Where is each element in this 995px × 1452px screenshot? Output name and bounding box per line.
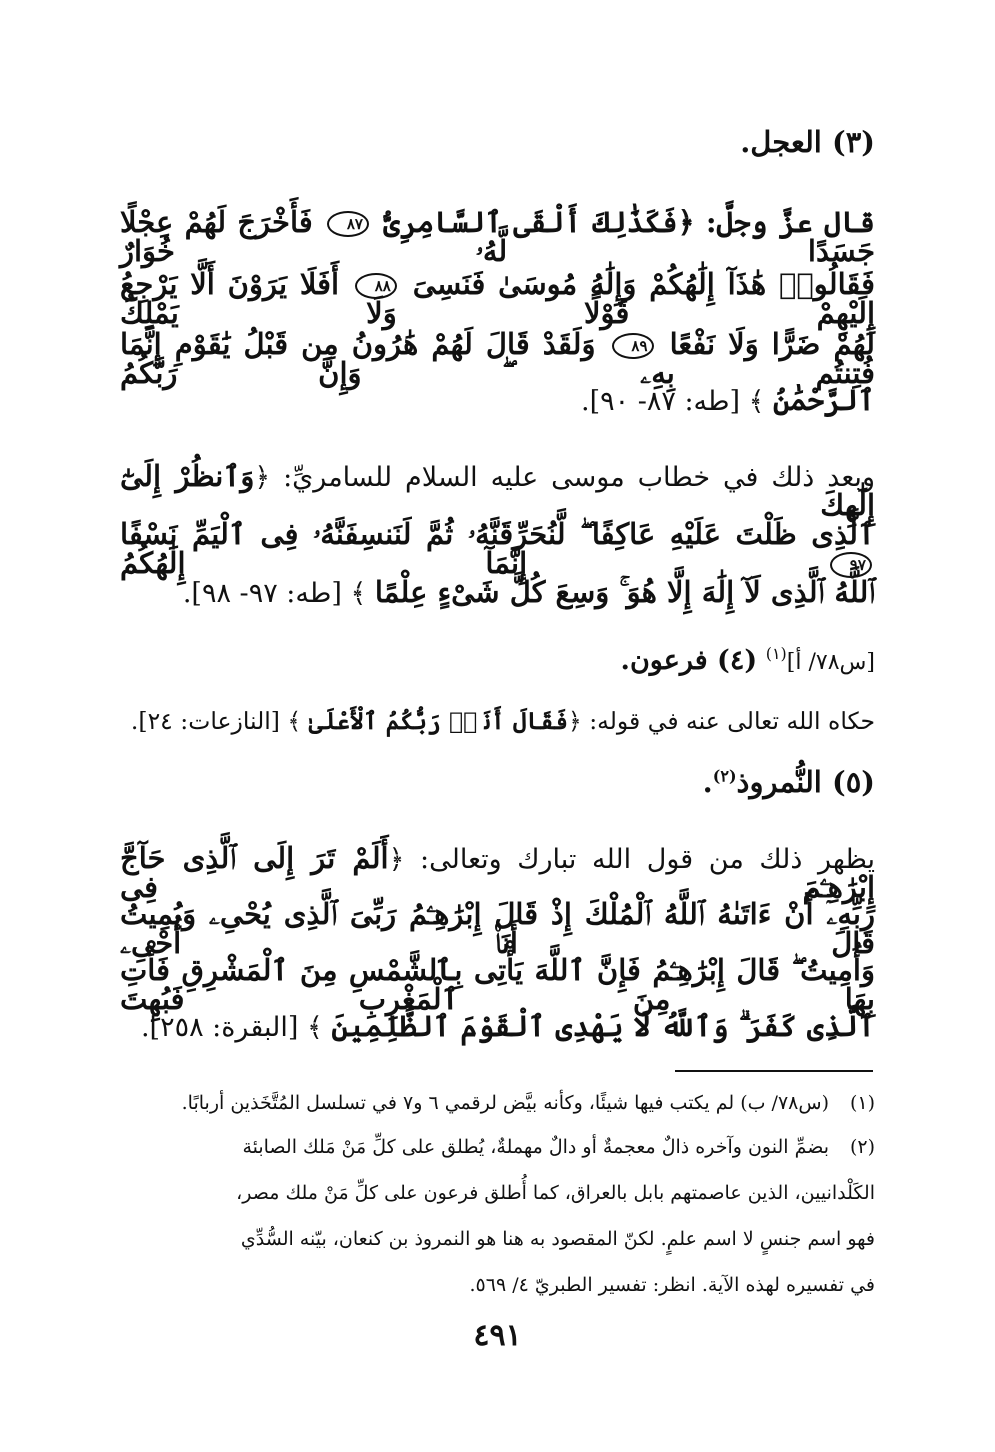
- heading-period: .: [702, 765, 713, 799]
- citation: ﴾ [طه: ٨٧- ٩٠].: [580, 386, 765, 417]
- footnote-line: [120, 1094, 875, 1113]
- quote-line: رَبِّهِۦٓ أَنْ ءَاتَىٰهُ ٱللَّهُ ٱلْمُلْكَ إِذْ قَالَ إِبْرَٰهِـۧمُ رَبِّىَ ٱلَّذِى يُحْىِۦ وَيُمِيتُ قَالَ أَنَا۠ أُحْىِۦ: [120, 897, 875, 960]
- manuscript-reference: [س٧٨/ أ]: [786, 650, 875, 675]
- quote-line: [120, 1009, 875, 1043]
- quran-text: إِنَّمَآ إِلَٰهُكُمُ: [120, 546, 528, 580]
- footnote-2: [120, 1138, 875, 1157]
- intro-text: حكاه الله تعالى عنه في قوله: ﴿: [567, 707, 875, 735]
- quote-line: [120, 459, 875, 522]
- verse-number-marker: ٨٩: [612, 333, 654, 359]
- intro-text: وبعد ذلك في خطاب موسى عليه السلام للسامريِّ: ﴿: [254, 462, 875, 493]
- citation: ﴾ [طه: ٩٧- ٩٨].: [182, 578, 367, 609]
- footnote-number: (١): [849, 1092, 875, 1114]
- section-3-heading: (٣) العجل.: [740, 125, 875, 159]
- verse-number-marker: ٩٧: [830, 552, 872, 578]
- quran-text: وَلَقَدْ قَالَ لَهُمْ هَٰرُونُ مِن قَبْلُ يَٰقَوْمِ إِنَّمَا فُتِنتُم بِهِۦ ۖ وَإِنَّ رَبَّكُمُ: [120, 327, 875, 390]
- section-3-quote-line-4: [120, 383, 875, 417]
- section-3-quote: [120, 205, 875, 268]
- quote-line: [120, 267, 875, 330]
- verse-number-marker: ٨٧: [327, 211, 369, 237]
- footnote-text: (س٧٨/ ب) لم يكتب فيها شيئًا، وكأنه بيَّض لرقمي ٦ و٧ في تسلسل المُتَّخَذين أربابًا.: [181, 1092, 829, 1114]
- section-3: [120, 125, 875, 159]
- quran-text: أَلَمْ تَرَ إِلَى ٱلَّذِى حَآجَّ إِبْرَٰهِـۧمَ فِى: [120, 841, 875, 904]
- quran-text: فَقَالَ أَنَا۠ رَبُّكُمُ ٱلْأَعْلَىٰ: [308, 707, 568, 735]
- footnote-number: (٢): [849, 1136, 875, 1158]
- quran-text: ٱلَّذِى كَفَرَ ۗ وَٱللَّهُ لَا يَهْدِى ٱلْقَوْمَ ٱلظَّٰلِمِينَ: [331, 1009, 875, 1043]
- quote-line: [120, 383, 875, 417]
- paragraph-2-line-2: [120, 517, 875, 580]
- footnote-marker: (٢): [712, 766, 737, 786]
- section-5-line-4: [120, 1009, 875, 1043]
- quote-line: [120, 517, 875, 580]
- footnote-text: فهو اسم جنسٍ لا اسم علمٍ. لكنّ المقصود به هنا هو النمروذ بن كنعان، بيّنه السُّدِّي: [240, 1228, 875, 1250]
- footnote-2-line-2: [120, 1184, 875, 1203]
- section-5-heading-line: [120, 765, 875, 799]
- quote-line: [120, 707, 875, 735]
- citation: ﴾ [النازعات: ٢٤].: [130, 707, 302, 735]
- quote-line: وَأُمِيتُ ۖ قَالَ إِبْرَٰهِـۧمُ فَإِنَّ ٱللَّهَ يَأْتِى بِٱلشَّمْسِ مِنَ ٱلْمَشْرِقِ فَأْتِ بِهَا مِنَ ٱلْمَغْرِبِ فَبُهِتَ: [120, 953, 875, 1016]
- footnote-text: بضمِّ النون وآخره ذالٌ معجمةٌ أو دالٌ مهملةٌ، يُطلق على كلِّ مَنْ مَلك الصابئة: [242, 1136, 829, 1158]
- footnote-marker: (١): [765, 644, 787, 663]
- footnote-2-line-3: [120, 1230, 875, 1249]
- section-4-quote: [120, 707, 875, 735]
- section-5-line-2: [120, 897, 875, 960]
- footnote-separator: [675, 1070, 873, 1072]
- section-4-heading: [120, 646, 875, 674]
- page-number: ٤٩١: [473, 1318, 522, 1353]
- verse-number-marker: ٨٨: [355, 273, 397, 299]
- footnote-text: في تفسيره لهذه الآية. انظر: تفسير الطبريّ ٤/ ٥٦٩.: [469, 1274, 875, 1296]
- paragraph-2-line-1: [120, 459, 875, 522]
- section-3-quote-line-3: [120, 327, 875, 390]
- section-5-line-1: [120, 841, 875, 904]
- quran-text: ٱلرَّحْمَٰنُ: [773, 383, 875, 417]
- quran-text: ٱللَّهُ ٱلَّذِى لَآ إِلَٰهَ إِلَّا هُوَ ۚ وَسِعَ كُلَّ شَىْءٍ عِلْمًا: [374, 575, 875, 609]
- quote-line: [120, 841, 875, 904]
- section-4-heading-line: [120, 646, 875, 674]
- quran-text: فَكَذَٰلِكَ أَلْقَى ٱلسَّامِرِىُّ: [383, 205, 678, 239]
- paragraph-2-line-3: [120, 575, 875, 609]
- citation: ﴾ [البقرة: ٢٥٨].: [140, 1012, 323, 1043]
- footnote-2-line-4: [120, 1276, 875, 1295]
- quran-text: وَٱنظُرْ إِلَىٰٓ إِلَٰهِكَ: [120, 459, 875, 522]
- intro-text: قال عزَّ وجلَّ: ﴿: [677, 205, 875, 239]
- quote-line: [120, 575, 875, 609]
- quote-line: [120, 327, 875, 390]
- quran-text: لَهُمْ ضَرًّا وَلَا نَفْعًا: [669, 327, 875, 361]
- quran-text: فَأَخْرَجَ لَهُمْ عِجْلًا جَسَدًا لَّهُۥ خُوَارٌ: [120, 205, 875, 268]
- section-4-title: (٤) فرعون.: [620, 645, 758, 676]
- section-5-heading: [120, 765, 875, 799]
- section-5-line-3: [120, 953, 875, 1016]
- footnote-text: الكَلْدانيين، الذين عاصمتهم بابل بالعراق، كما أُطلق فرعون على كلِّ مَنْ ملك مصر،: [236, 1182, 875, 1204]
- intro-text: يظهر ذلك من قول الله تبارك وتعالى: ﴿: [388, 844, 875, 875]
- section-5-title: (٥) النُّمروذ: [736, 765, 875, 799]
- section-3-quote-line-2: [120, 267, 875, 330]
- quran-text: أَفَلَا يَرَوْنَ أَلَّا يَرْجِعُ إِلَيْهِمْ قَوْلًا وَلَا يَمْلِكُ: [120, 267, 875, 330]
- footnote-1: [120, 1094, 875, 1113]
- quote-line: [120, 205, 875, 268]
- quran-text: فَقَالُوا۟ هَٰذَآ إِلَٰهُكُمْ وَإِلَٰهُ مُوسَىٰ فَنَسِىَ: [412, 267, 875, 301]
- footnote-line: [120, 1138, 875, 1157]
- quran-text: ٱلَّذِى ظَلْتَ عَلَيْهِ عَاكِفًا ۖ لَّنُحَرِّقَنَّهُۥ ثُمَّ لَنَنسِفَنَّهُۥ فِى ٱلْيَمِّ نَسْفًا: [120, 517, 875, 551]
